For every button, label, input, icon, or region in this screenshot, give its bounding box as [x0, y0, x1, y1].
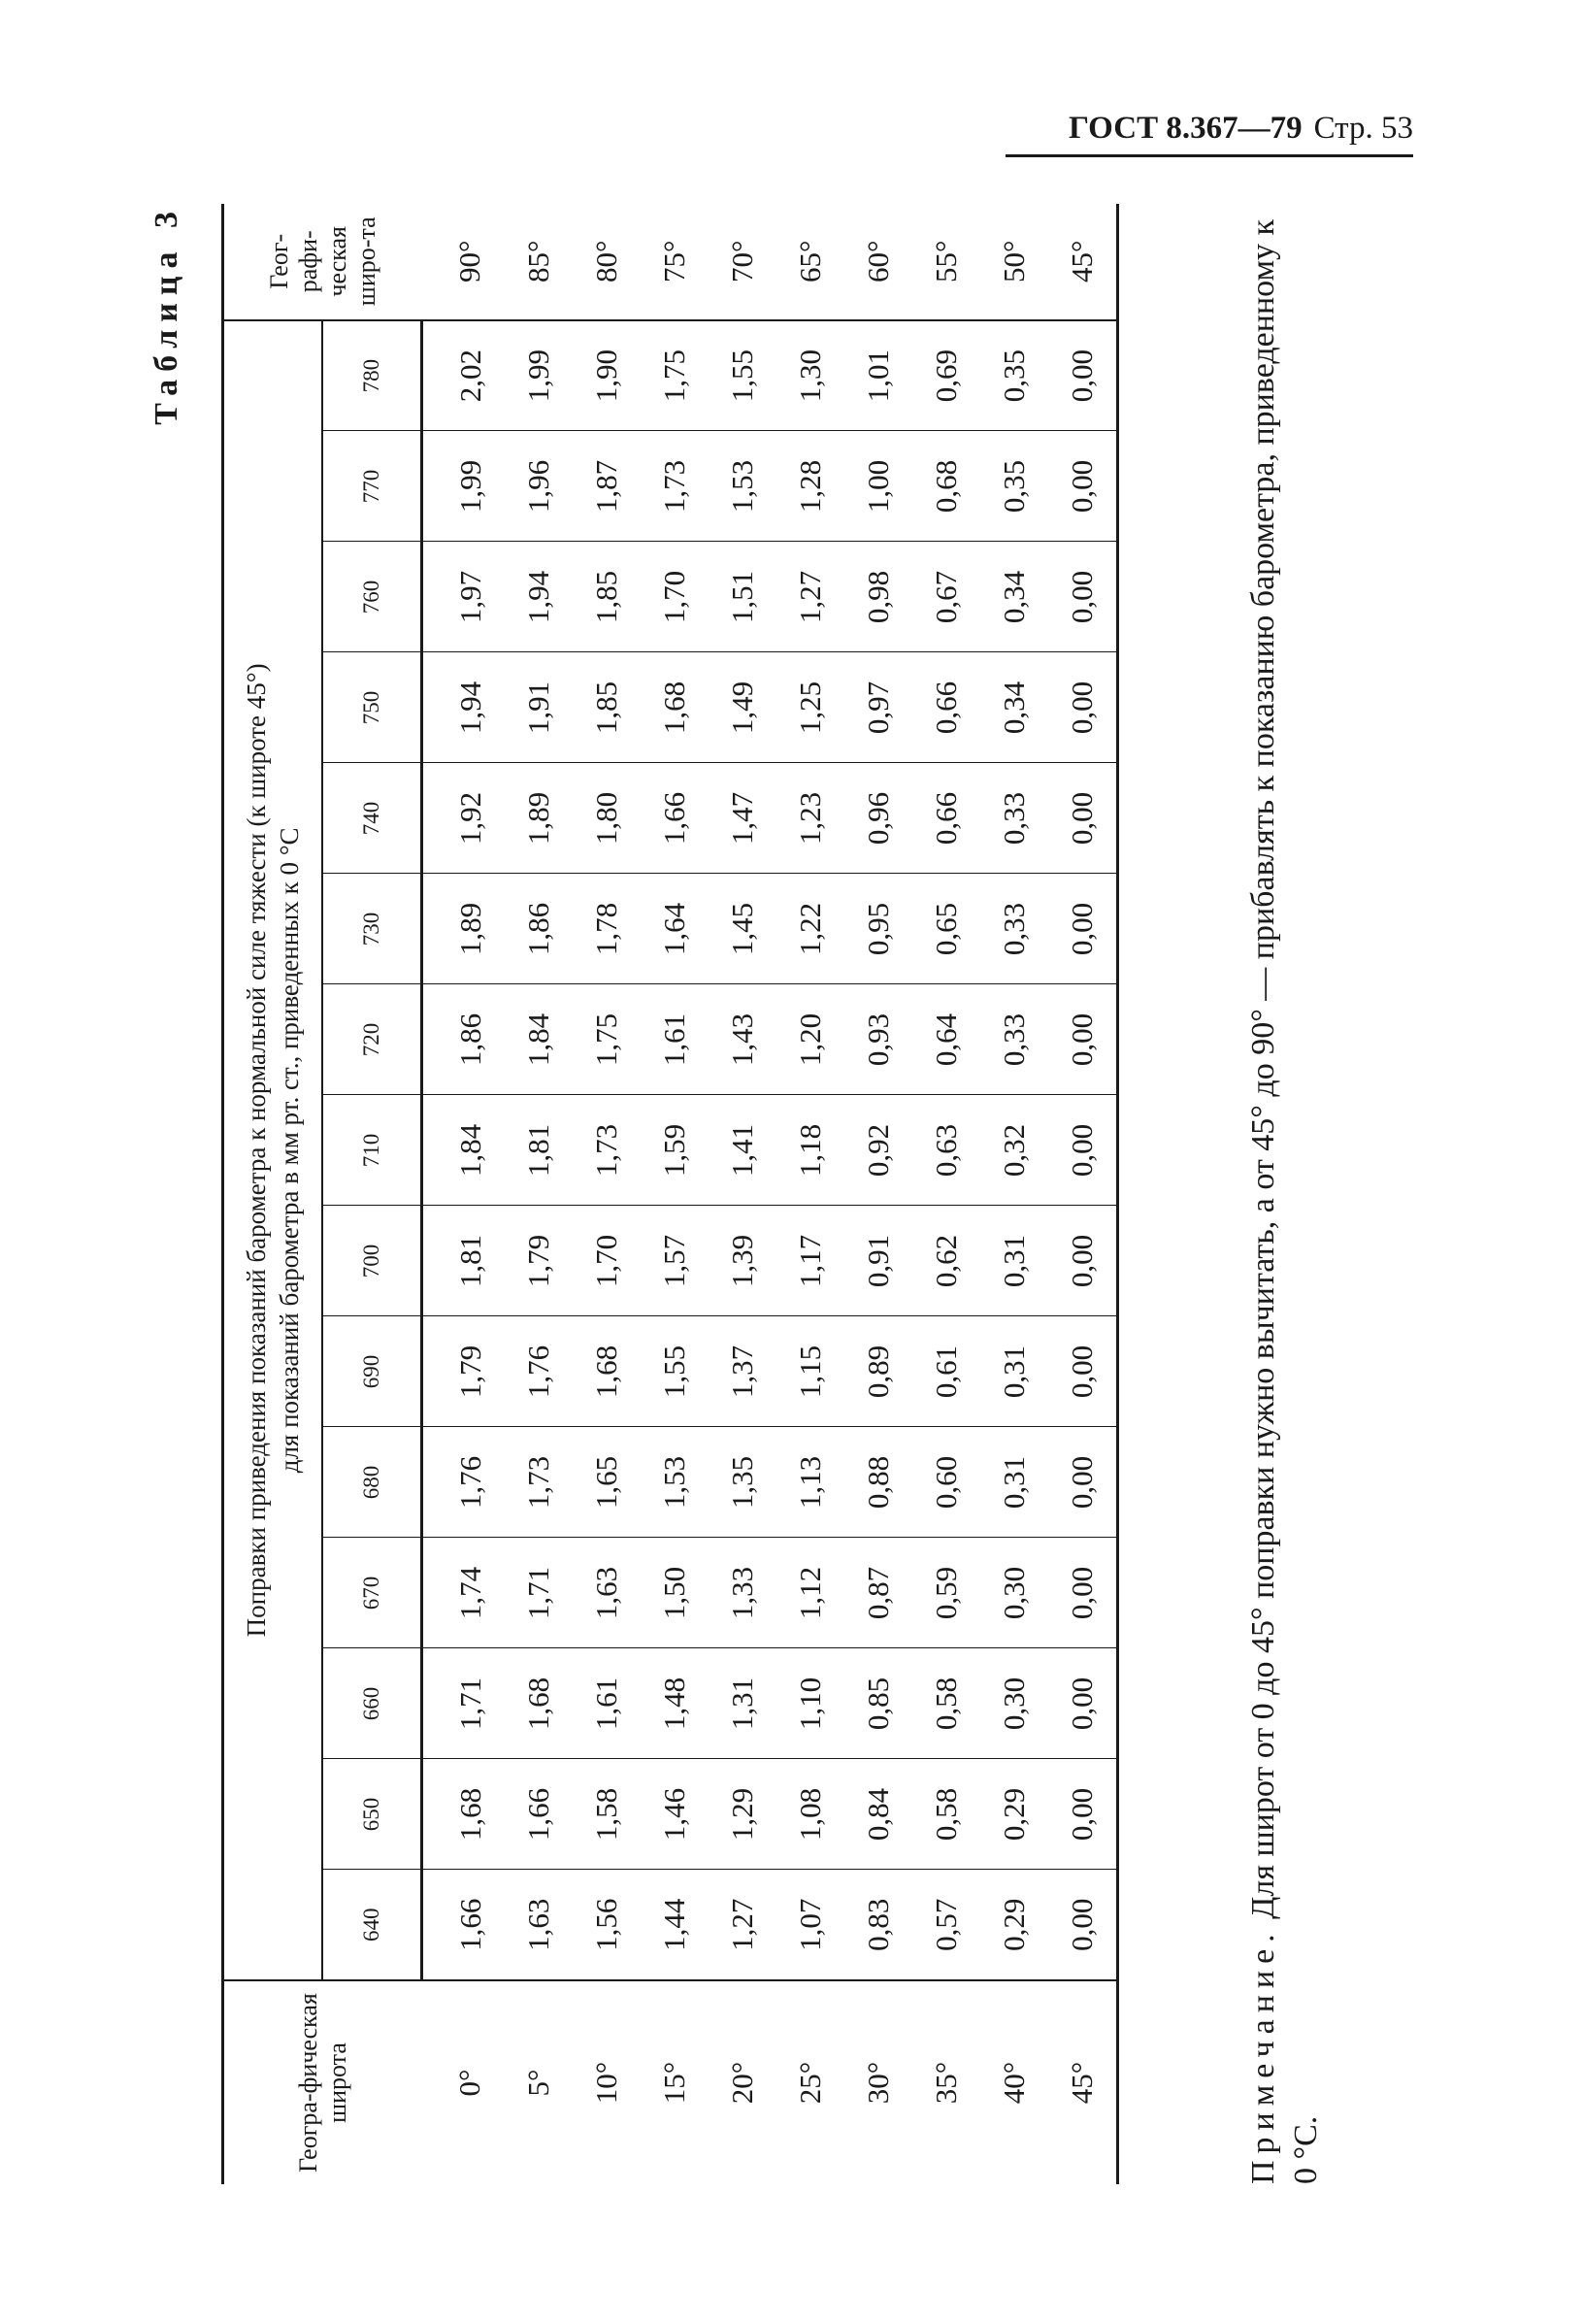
latitude-header-left: Геогра-фическая широта	[223, 1980, 422, 2184]
correction-cell: 0,58	[912, 1648, 980, 1759]
correction-cell: 1,66	[641, 763, 709, 874]
pressure-header: 750	[322, 652, 422, 763]
correction-cell: 1,66	[505, 1759, 573, 1870]
correction-cell: 1,79	[505, 1206, 573, 1316]
latitude-cell-right: 65°	[776, 204, 844, 320]
correction-cell: 1,74	[422, 1538, 506, 1648]
correction-cell: 1,49	[709, 652, 776, 763]
correction-cell: 1,90	[573, 320, 641, 431]
correction-cell: 0,00	[1048, 1538, 1118, 1648]
correction-cell: 1,22	[776, 874, 844, 984]
correction-cell: 0,84	[844, 1759, 912, 1870]
note-lead: Примечание.	[1245, 1927, 1281, 2184]
correction-cell: 0,00	[1065, 1898, 1099, 1951]
table-row	[573, 204, 641, 2184]
latitude-header-right: Геог-рафи-ческая широ-та	[223, 204, 422, 320]
correction-cell: 1,28	[776, 431, 844, 542]
correction-cell: 1,71	[422, 1648, 506, 1759]
group-header-line-2: для показаний барометра в мм рт. ст., приведенных к 0 °С	[275, 827, 304, 1474]
correction-cell: 1,68	[641, 652, 709, 763]
correction-cell: 1,23	[776, 763, 844, 874]
pressure-header: 740	[322, 763, 422, 874]
correction-cell: 1,59	[641, 1095, 709, 1206]
correction-cell: 1,55	[641, 1316, 709, 1427]
correction-cell: 1,94	[505, 542, 573, 652]
table-row	[980, 204, 1048, 2184]
correction-cell: 0,61	[912, 1316, 980, 1427]
correction-cell: 0,33	[980, 874, 1048, 984]
correction-cell: 0,93	[844, 984, 912, 1095]
correction-cell: 0,67	[912, 542, 980, 652]
latitude-cell-right: 45°	[1048, 204, 1118, 320]
correction-cell: 1,27	[776, 542, 844, 652]
correction-cell: 1,53	[709, 431, 776, 542]
correction-cell: 1,89	[505, 763, 573, 874]
correction-cell: 0,30	[980, 1648, 1048, 1759]
correction-cell: 1,76	[422, 1427, 506, 1538]
correction-cell: 1,44	[657, 1898, 691, 1951]
correction-cell: 1,91	[505, 652, 573, 763]
group-header-line-1: Поправки приведения показаний барометра к нормальной силе тяжести (к широте 45°)	[242, 663, 271, 1638]
correction-cell: 1,86	[422, 984, 506, 1095]
correction-cell: 1,68	[505, 1648, 573, 1759]
correction-cell: 0,31	[980, 1427, 1048, 1538]
correction-cell: 0,59	[912, 1538, 980, 1648]
correction-cell: 0,00	[1048, 1759, 1118, 1870]
correction-cell: 1,31	[709, 1648, 776, 1759]
correction-cell: 1,15	[776, 1316, 844, 1427]
correction-cell: 0,33	[980, 763, 1048, 874]
correction-cell: 0,00	[1048, 1206, 1118, 1316]
pressure-header: 690	[322, 1316, 422, 1427]
correction-cell: 2,02	[422, 320, 506, 431]
latitude-cell: 15°	[641, 1980, 709, 2184]
latitude-cell: 5°	[505, 1980, 573, 2184]
correction-cell: 1,87	[573, 431, 641, 542]
pressure-header: 710	[322, 1095, 422, 1206]
table-row	[1048, 204, 1118, 2184]
correction-cell: 0,63	[912, 1095, 980, 1206]
correction-cell: 0,00	[1048, 320, 1118, 431]
table-row	[641, 204, 709, 2184]
table-row	[776, 204, 844, 2184]
correction-cell: 1,86	[505, 874, 573, 984]
corrections-group-header	[223, 320, 323, 1980]
correction-cell: 1,27	[725, 1898, 759, 1951]
table-header-row	[223, 204, 323, 2184]
table-row	[844, 204, 912, 2184]
standard-number: ГОСТ 8.367—79	[1069, 111, 1303, 146]
note-text: Для широт от 0 до 45° поправки нужно вычитать, а от 45° до 90° — прибавлять к показанию барометра, приведенному к 0 °С.	[1245, 218, 1324, 2184]
rotated-table-block	[132, 194, 1530, 2184]
correction-cell: 0,34	[980, 542, 1048, 652]
latitude-cell-right: 60°	[844, 204, 912, 320]
correction-cell: 0,97	[844, 652, 912, 763]
correction-cell: 1,76	[505, 1316, 573, 1427]
correction-cell: 1,85	[573, 652, 641, 763]
correction-cell: 1,89	[422, 874, 506, 984]
correction-cell: 1,70	[573, 1206, 641, 1316]
correction-cell: 0,57	[929, 1898, 963, 1951]
correction-cell: 0,62	[912, 1206, 980, 1316]
pressure-header: 700	[322, 1206, 422, 1316]
latitude-cell-right: 50°	[980, 204, 1048, 320]
latitude-cell: 30°	[844, 1980, 912, 2184]
correction-cell: 0,66	[912, 763, 980, 874]
correction-cell: 1,78	[573, 874, 641, 984]
correction-cell: 1,61	[641, 984, 709, 1095]
correction-cell: 1,43	[709, 984, 776, 1095]
pressure-header: 720	[322, 984, 422, 1095]
latitude-cell-right: 85°	[505, 204, 573, 320]
correction-cell: 0,00	[1048, 431, 1118, 542]
correction-cell: 1,55	[709, 320, 776, 431]
correction-cell: 1,20	[776, 984, 844, 1095]
correction-cell: 1,81	[505, 1095, 573, 1206]
correction-cell: 1,63	[521, 1898, 555, 1951]
table-row	[709, 204, 776, 2184]
correction-cell: 0,34	[980, 652, 1048, 763]
correction-cell: 1,53	[641, 1427, 709, 1538]
correction-cell: 1,56	[589, 1898, 623, 1951]
correction-cell: 1,75	[641, 320, 709, 431]
correction-cell: 1,50	[641, 1538, 709, 1648]
correction-cell: 1,96	[505, 431, 573, 542]
correction-cell: 1,18	[776, 1095, 844, 1206]
correction-cell: 0,85	[844, 1648, 912, 1759]
pressure-header: 650	[322, 1759, 422, 1870]
latitude-cell-right: 75°	[641, 204, 709, 320]
correction-cell: 0,00	[1048, 542, 1118, 652]
correction-cell: 1,30	[776, 320, 844, 431]
correction-cell: 1,73	[505, 1427, 573, 1538]
page-header	[1006, 99, 1413, 157]
correction-cell: 0,95	[844, 874, 912, 984]
correction-cell: 1,45	[709, 874, 776, 984]
correction-cell: 1,37	[709, 1316, 776, 1427]
correction-cell: 1,07	[793, 1898, 827, 1951]
correction-cell: 0,29	[980, 1759, 1048, 1870]
correction-cell: 1,99	[422, 431, 506, 542]
correction-cell: 1,46	[641, 1759, 709, 1870]
correction-cell: 1,13	[776, 1427, 844, 1538]
correction-cell: 0,00	[1048, 1427, 1118, 1538]
table-row	[505, 204, 573, 2184]
correction-cell: 0,32	[980, 1095, 1048, 1206]
correction-cell: 1,81	[422, 1206, 506, 1316]
correction-cell: 0,87	[844, 1538, 912, 1648]
latitude-cell-right: 80°	[573, 204, 641, 320]
table-note	[1242, 204, 1328, 2184]
correction-cell: 1,94	[422, 652, 506, 763]
correction-cell: 0,00	[1048, 874, 1118, 984]
correction-cell: 1,80	[573, 763, 641, 874]
pressure-header: 660	[322, 1648, 422, 1759]
pressure-header: 640	[322, 1870, 422, 1980]
pressure-header: 670	[322, 1538, 422, 1648]
correction-cell: 1,97	[422, 542, 506, 652]
correction-cell: 1,51	[709, 542, 776, 652]
correction-cell: 0,00	[1048, 984, 1118, 1095]
correction-cell: 1,73	[641, 431, 709, 542]
pressure-header: 680	[322, 1427, 422, 1538]
pressure-header: 780	[322, 320, 422, 431]
correction-cell: 0,66	[912, 652, 980, 763]
correction-cell: 1,79	[422, 1316, 506, 1427]
correction-cell: 1,71	[505, 1538, 573, 1648]
correction-cell: 0,31	[980, 1206, 1048, 1316]
correction-cell: 1,92	[422, 763, 506, 874]
correction-cell: 1,65	[573, 1427, 641, 1538]
correction-cell: 0,31	[980, 1316, 1048, 1427]
table-row	[422, 204, 506, 2184]
correction-cell: 1,61	[573, 1648, 641, 1759]
correction-cell: 1,29	[709, 1759, 776, 1870]
correction-cell: 0,88	[844, 1427, 912, 1538]
latitude-cell: 20°	[709, 1980, 776, 2184]
correction-cell: 1,75	[573, 984, 641, 1095]
latitude-cell: 45°	[1048, 1980, 1118, 2184]
pressure-header-row	[322, 204, 422, 2184]
correction-cell: 0,69	[912, 320, 980, 431]
latitude-cell: 40°	[980, 1980, 1048, 2184]
correction-cell: 1,99	[505, 320, 573, 431]
pressure-header: 760	[322, 542, 422, 652]
correction-cell: 1,64	[641, 874, 709, 984]
correction-cell: 1,73	[573, 1095, 641, 1206]
latitude-cell: 10°	[573, 1980, 641, 2184]
correction-cell: 0,30	[980, 1538, 1048, 1648]
correction-cell: 1,68	[573, 1316, 641, 1427]
correction-cell: 0,64	[912, 984, 980, 1095]
correction-cell: 1,17	[776, 1206, 844, 1316]
correction-cell: 0,35	[980, 320, 1048, 431]
correction-cell: 1,47	[709, 763, 776, 874]
latitude-cell: 0°	[422, 1980, 506, 2184]
correction-cell: 1,68	[422, 1759, 506, 1870]
correction-cell: 1,00	[844, 431, 912, 542]
correction-cell: 0,00	[1048, 763, 1118, 874]
correction-cell: 1,33	[709, 1538, 776, 1648]
correction-cell: 1,48	[641, 1648, 709, 1759]
correction-cell: 1,85	[573, 542, 641, 652]
correction-cell: 1,10	[776, 1648, 844, 1759]
barometer-correction-table	[221, 204, 1119, 2184]
correction-cell: 0,33	[980, 984, 1048, 1095]
correction-cell: 1,58	[573, 1759, 641, 1870]
correction-cell: 1,66	[453, 1898, 487, 1951]
correction-cell: 0,58	[912, 1759, 980, 1870]
correction-cell: 0,83	[861, 1898, 895, 1951]
correction-cell: 0,00	[1048, 1316, 1118, 1427]
table-label: Таблица 3	[148, 204, 184, 425]
latitude-cell: 25°	[776, 1980, 844, 2184]
table-row	[912, 204, 980, 2184]
correction-cell: 0,96	[844, 763, 912, 874]
correction-cell: 0,91	[844, 1206, 912, 1316]
correction-cell: 0,98	[844, 542, 912, 652]
correction-cell: 1,41	[709, 1095, 776, 1206]
correction-cell: 1,08	[776, 1759, 844, 1870]
latitude-cell-right: 55°	[912, 204, 980, 320]
correction-cell: 1,01	[844, 320, 912, 431]
correction-cell: 0,92	[844, 1095, 912, 1206]
correction-cell: 0,60	[912, 1427, 980, 1538]
correction-cell: 1,84	[422, 1095, 506, 1206]
correction-cell: 1,39	[709, 1206, 776, 1316]
correction-cell: 1,25	[776, 652, 844, 763]
page-number: Стр. 53	[1313, 111, 1413, 146]
pressure-header: 770	[322, 431, 422, 542]
correction-cell: 0,00	[1048, 1095, 1118, 1206]
correction-cell: 0,89	[844, 1316, 912, 1427]
correction-cell: 1,12	[776, 1538, 844, 1648]
correction-cell: 0,29	[997, 1898, 1031, 1951]
correction-cell: 1,57	[641, 1206, 709, 1316]
pressure-header: 730	[322, 874, 422, 984]
table-body	[422, 204, 1118, 2184]
latitude-cell-right: 90°	[422, 204, 506, 320]
correction-cell: 0,35	[980, 431, 1048, 542]
latitude-cell: 35°	[912, 1980, 980, 2184]
correction-cell: 1,70	[641, 542, 709, 652]
correction-cell: 0,65	[912, 874, 980, 984]
correction-cell: 0,00	[1048, 1648, 1118, 1759]
correction-cell: 0,00	[1048, 652, 1118, 763]
correction-cell: 1,84	[505, 984, 573, 1095]
latitude-cell-right: 70°	[709, 204, 776, 320]
correction-cell: 1,63	[573, 1538, 641, 1648]
correction-cell: 0,68	[912, 431, 980, 542]
correction-cell: 1,35	[709, 1427, 776, 1538]
